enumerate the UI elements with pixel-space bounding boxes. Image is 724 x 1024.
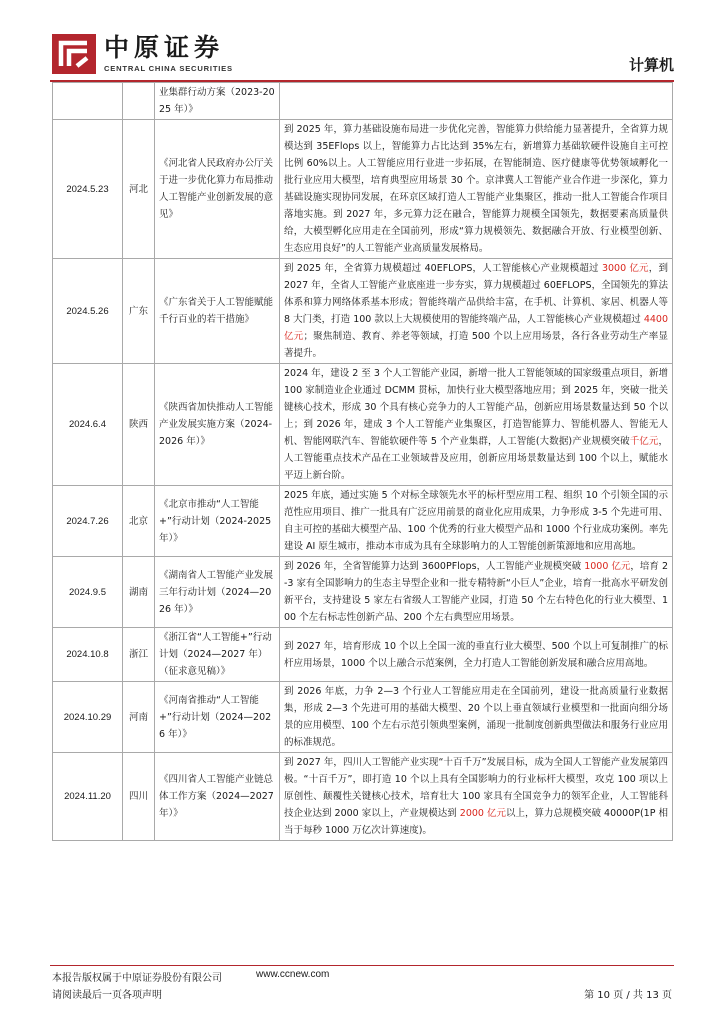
content-text: ，人工智能重点技术产品在工业领域普及应用，创新应用场景数量达到 100 个以上，赋能水平迈上新台阶。 bbox=[284, 436, 668, 481]
policy-table-body bbox=[53, 83, 673, 841]
province-cell: 陕西 bbox=[123, 364, 155, 486]
date-cell: 2024.10.29 bbox=[53, 682, 123, 753]
date-cell: 2024.9.5 bbox=[53, 557, 123, 628]
content-text: 到 2027 年，培育形成 10 个以上全国一流的垂直行业大模型、500 个以上可复制推广的标杆应用场景，1000 个以上融合示范案例，全力打造人工智能创新发展和融合应用高地。 bbox=[284, 640, 668, 669]
highlight-value: 千亿元 bbox=[629, 436, 659, 447]
content-cell bbox=[280, 753, 673, 841]
highlight-value: 1000 亿元 bbox=[584, 561, 631, 572]
table-row bbox=[53, 364, 673, 486]
table-row bbox=[53, 486, 673, 557]
document-cell: 《陕西省加快推动人工智能产业发展实施方案（2024-2026 年）》 bbox=[155, 364, 280, 486]
content-paragraph bbox=[284, 683, 668, 751]
content-paragraph bbox=[284, 638, 668, 672]
content-text: ，培育 2-3 家有全国影响力的生态主导型企业和一批专精特新“小巨人”企业，培育一批高水平研发创新平台，支持建设 5 家左右省级人工智能产业园，打造 50 个左右特色化的行业大模型、100 个左右标志性创新产品、200 个左右典型应用场景。 bbox=[284, 561, 668, 623]
date-cell: 2024.10.8 bbox=[53, 628, 123, 682]
date-cell bbox=[53, 83, 123, 120]
document-cell: 《河北省人民政府办公厅关于进一步优化算力布局推动人工智能产业创新发展的意见》 bbox=[155, 120, 280, 259]
table-row bbox=[53, 557, 673, 628]
province-cell: 浙江 bbox=[123, 628, 155, 682]
policy-table bbox=[52, 82, 673, 841]
date-cell: 2024.6.4 bbox=[53, 364, 123, 486]
content-cell bbox=[280, 83, 673, 120]
date-cell: 2024.11.20 bbox=[53, 753, 123, 841]
sector-label: 计算机 bbox=[628, 56, 674, 74]
document-cell: 《河南省推动“人工智能+”行动计划（2024—2026 年）》 bbox=[155, 682, 280, 753]
date-cell: 2024.7.26 bbox=[53, 486, 123, 557]
document-cell: 《广东省关于人工智能赋能千行百业的若干措施》 bbox=[155, 259, 280, 364]
logo-icon bbox=[52, 34, 96, 74]
page-number: 第 10 页 / 共 13 页 bbox=[584, 990, 672, 1001]
content-cell bbox=[280, 120, 673, 259]
province-cell: 湖南 bbox=[123, 557, 155, 628]
content-text: 到 2026 年，全省智能算力达到 3600PFlops，人工智能产业规模突破 bbox=[284, 561, 585, 572]
table-row bbox=[53, 259, 673, 364]
table-row bbox=[53, 83, 673, 120]
content-paragraph bbox=[284, 365, 668, 484]
document-cell: 《浙江省“人工智能+”行动计划（2024—2027 年）（征求意见稿）》 bbox=[155, 628, 280, 682]
footer-divider bbox=[50, 965, 674, 966]
content-paragraph bbox=[284, 558, 668, 626]
date-cell: 2024.5.23 bbox=[53, 120, 123, 259]
province-cell: 广东 bbox=[123, 259, 155, 364]
table-row bbox=[53, 753, 673, 841]
table-row bbox=[53, 628, 673, 682]
content-paragraph bbox=[284, 487, 668, 555]
province-cell bbox=[123, 83, 155, 120]
table-row bbox=[53, 682, 673, 753]
province-cell: 河北 bbox=[123, 120, 155, 259]
content-text: ，到 2027 年，全省人工智能产业底座进一步夯实，算力规模超过 60EFLOPS，全国领先的算法体系和算力网络体系基本形成；智能终端产品供给丰富，在手机、计算机、家居、机器人等 8 大门类，打造 100 款以上大规模使用的智能终端产品，人工智能核心产业规模超过 bbox=[284, 263, 668, 325]
content-text: 到 2025 年，算力基础设施布局进一步优化完善，智能算力供给能力显著提升，全省算力规模达到 35EFlops 以上，智能算力占比达到 35%左右，新增算力基础软硬件设施自主可控比例 60%以上。人工智能应用行业进一步拓展，在智能制造、医疗健康等优势领域孵化一批行业应用大模型，培育典型应用场景 30 个。京津冀人工智能产业合作进一步深化，算力基础设施实现协同发展，在环京区域打造人工智能产业集聚区，推动一批人工智能合作项目落地实施。到 2027 年，多元算力泛在融合，智能算力规模全国领先，数据要素高质量供给，大模型孵化应用走在全国前列，形成“算力规模领先、数据融合开放、行业模型创新、生态应用良好”的人工智能产业高质量发展格局。 bbox=[284, 124, 668, 254]
date-cell: 2024.5.26 bbox=[53, 259, 123, 364]
content-text: 到 2025 年，全省算力规模超过 40EFLOPS，人工智能核心产业规模超过 bbox=[284, 263, 602, 274]
content-text: 2025 年底，通过实施 5 个对标全球领先水平的标杆型应用工程、组织 10 个引领全国的示范性应用项目、推广一批具有广泛应用前景的商业化应用成果，力争形成 3-5 个先进可用、自主可控的基础大模型产品、100 个优秀的行业大模型产品和 1000 个行业成功案例。率先建设 AI 原生城市，推动本市成为具有全球影响力的人工智能创新策源地和应用高地。 bbox=[284, 490, 668, 552]
document-cell: 业集群行动方案（2023-2025 年）》 bbox=[155, 83, 280, 120]
content-paragraph bbox=[284, 754, 668, 839]
content-cell bbox=[280, 259, 673, 364]
province-cell: 四川 bbox=[123, 753, 155, 841]
logo-text: 中原证券 bbox=[104, 33, 225, 62]
content-cell bbox=[280, 682, 673, 753]
content-text: 以上，算力总规模突破 40000P(1P 相当于每秒 1000 万亿次计算速度)。 bbox=[284, 808, 668, 836]
document-cell: 《北京市推动“人工智能+”行动计划（2024-2025 年）》 bbox=[155, 486, 280, 557]
content-text: 到 2027 年，四川人工智能产业实现“十百千万”发展目标，成为全国人工智能产业发展第四极。“十百千万”，即打造 10 个以上具有全国影响力的行业标杆大模型，攻克 100 项以上原创性、颠覆性关键核心技术，培育壮大 100 家具有全国竞争力的领军企业，人工智能科技企业达到 2000 家以上，产业规模达到 bbox=[284, 757, 668, 819]
content-paragraph bbox=[284, 260, 668, 362]
content-cell bbox=[280, 364, 673, 486]
content-text: 2024 年，建设 2 至 3 个人工智能产业园，新增一批人工智能领域的国家级重点项目，新增 100 家制造业企业通过 DCMM 贯标，加快行业大模型落地应用；到 2025 年，突破一批关键核心技术，形成 30 个具有核心竞争力的人工智能产品，创新应用场景数量达到 50 个以上；到 2026 年，建成 3 个人工智能产业集聚区，打造智能算力、智能机器人、智能无人机、智能网联汽车、智能软硬件等 5 个产业集群，人工智能(大数据)产业规模突破 bbox=[284, 368, 668, 447]
table-row bbox=[53, 120, 673, 259]
document-cell: 《湖南省人工智能产业发展三年行动计划（2024—2026 年）》 bbox=[155, 557, 280, 628]
page-header bbox=[0, 0, 724, 84]
content-cell bbox=[280, 628, 673, 682]
province-cell: 北京 bbox=[123, 486, 155, 557]
website-link[interactable]: www.ccnew.com bbox=[256, 969, 330, 980]
content-cell bbox=[280, 557, 673, 628]
highlight-value: 3000 亿元 bbox=[601, 263, 649, 274]
highlight-value: 4400 亿元 bbox=[284, 314, 668, 342]
province-cell: 河南 bbox=[123, 682, 155, 753]
disclaimer-text: 请阅读最后一页各项声明 bbox=[52, 990, 162, 1001]
content-paragraph bbox=[284, 121, 668, 257]
document-cell: 《四川省人工智能产业链总体工作方案（2024—2027 年）》 bbox=[155, 753, 280, 841]
logo-subtitle: CENTRAL CHINA SECURITIES bbox=[104, 64, 233, 73]
content-text: ；聚焦制造、教育、养老等领域，打造 500 个以上应用场景，各行各业劳动生产率显著提升。 bbox=[284, 331, 668, 359]
content-text: 到 2026 年底，力争 2—3 个行业人工智能应用走在全国前列，建设一批高质量行业数据集，形成 2—3 个先进可用的基础大模型、20 个以上垂直领域行业模型和一批面向细分场景的应用模型、100 个左右示范引领典型案例，涌现一批制度创新典型做法和服务行业应用的标准规范。 bbox=[284, 686, 668, 748]
highlight-value: 2000 亿元 bbox=[459, 808, 506, 819]
content-cell bbox=[280, 486, 673, 557]
copyright-text: 本报告版权属于中原证券股份有限公司 bbox=[52, 973, 222, 984]
